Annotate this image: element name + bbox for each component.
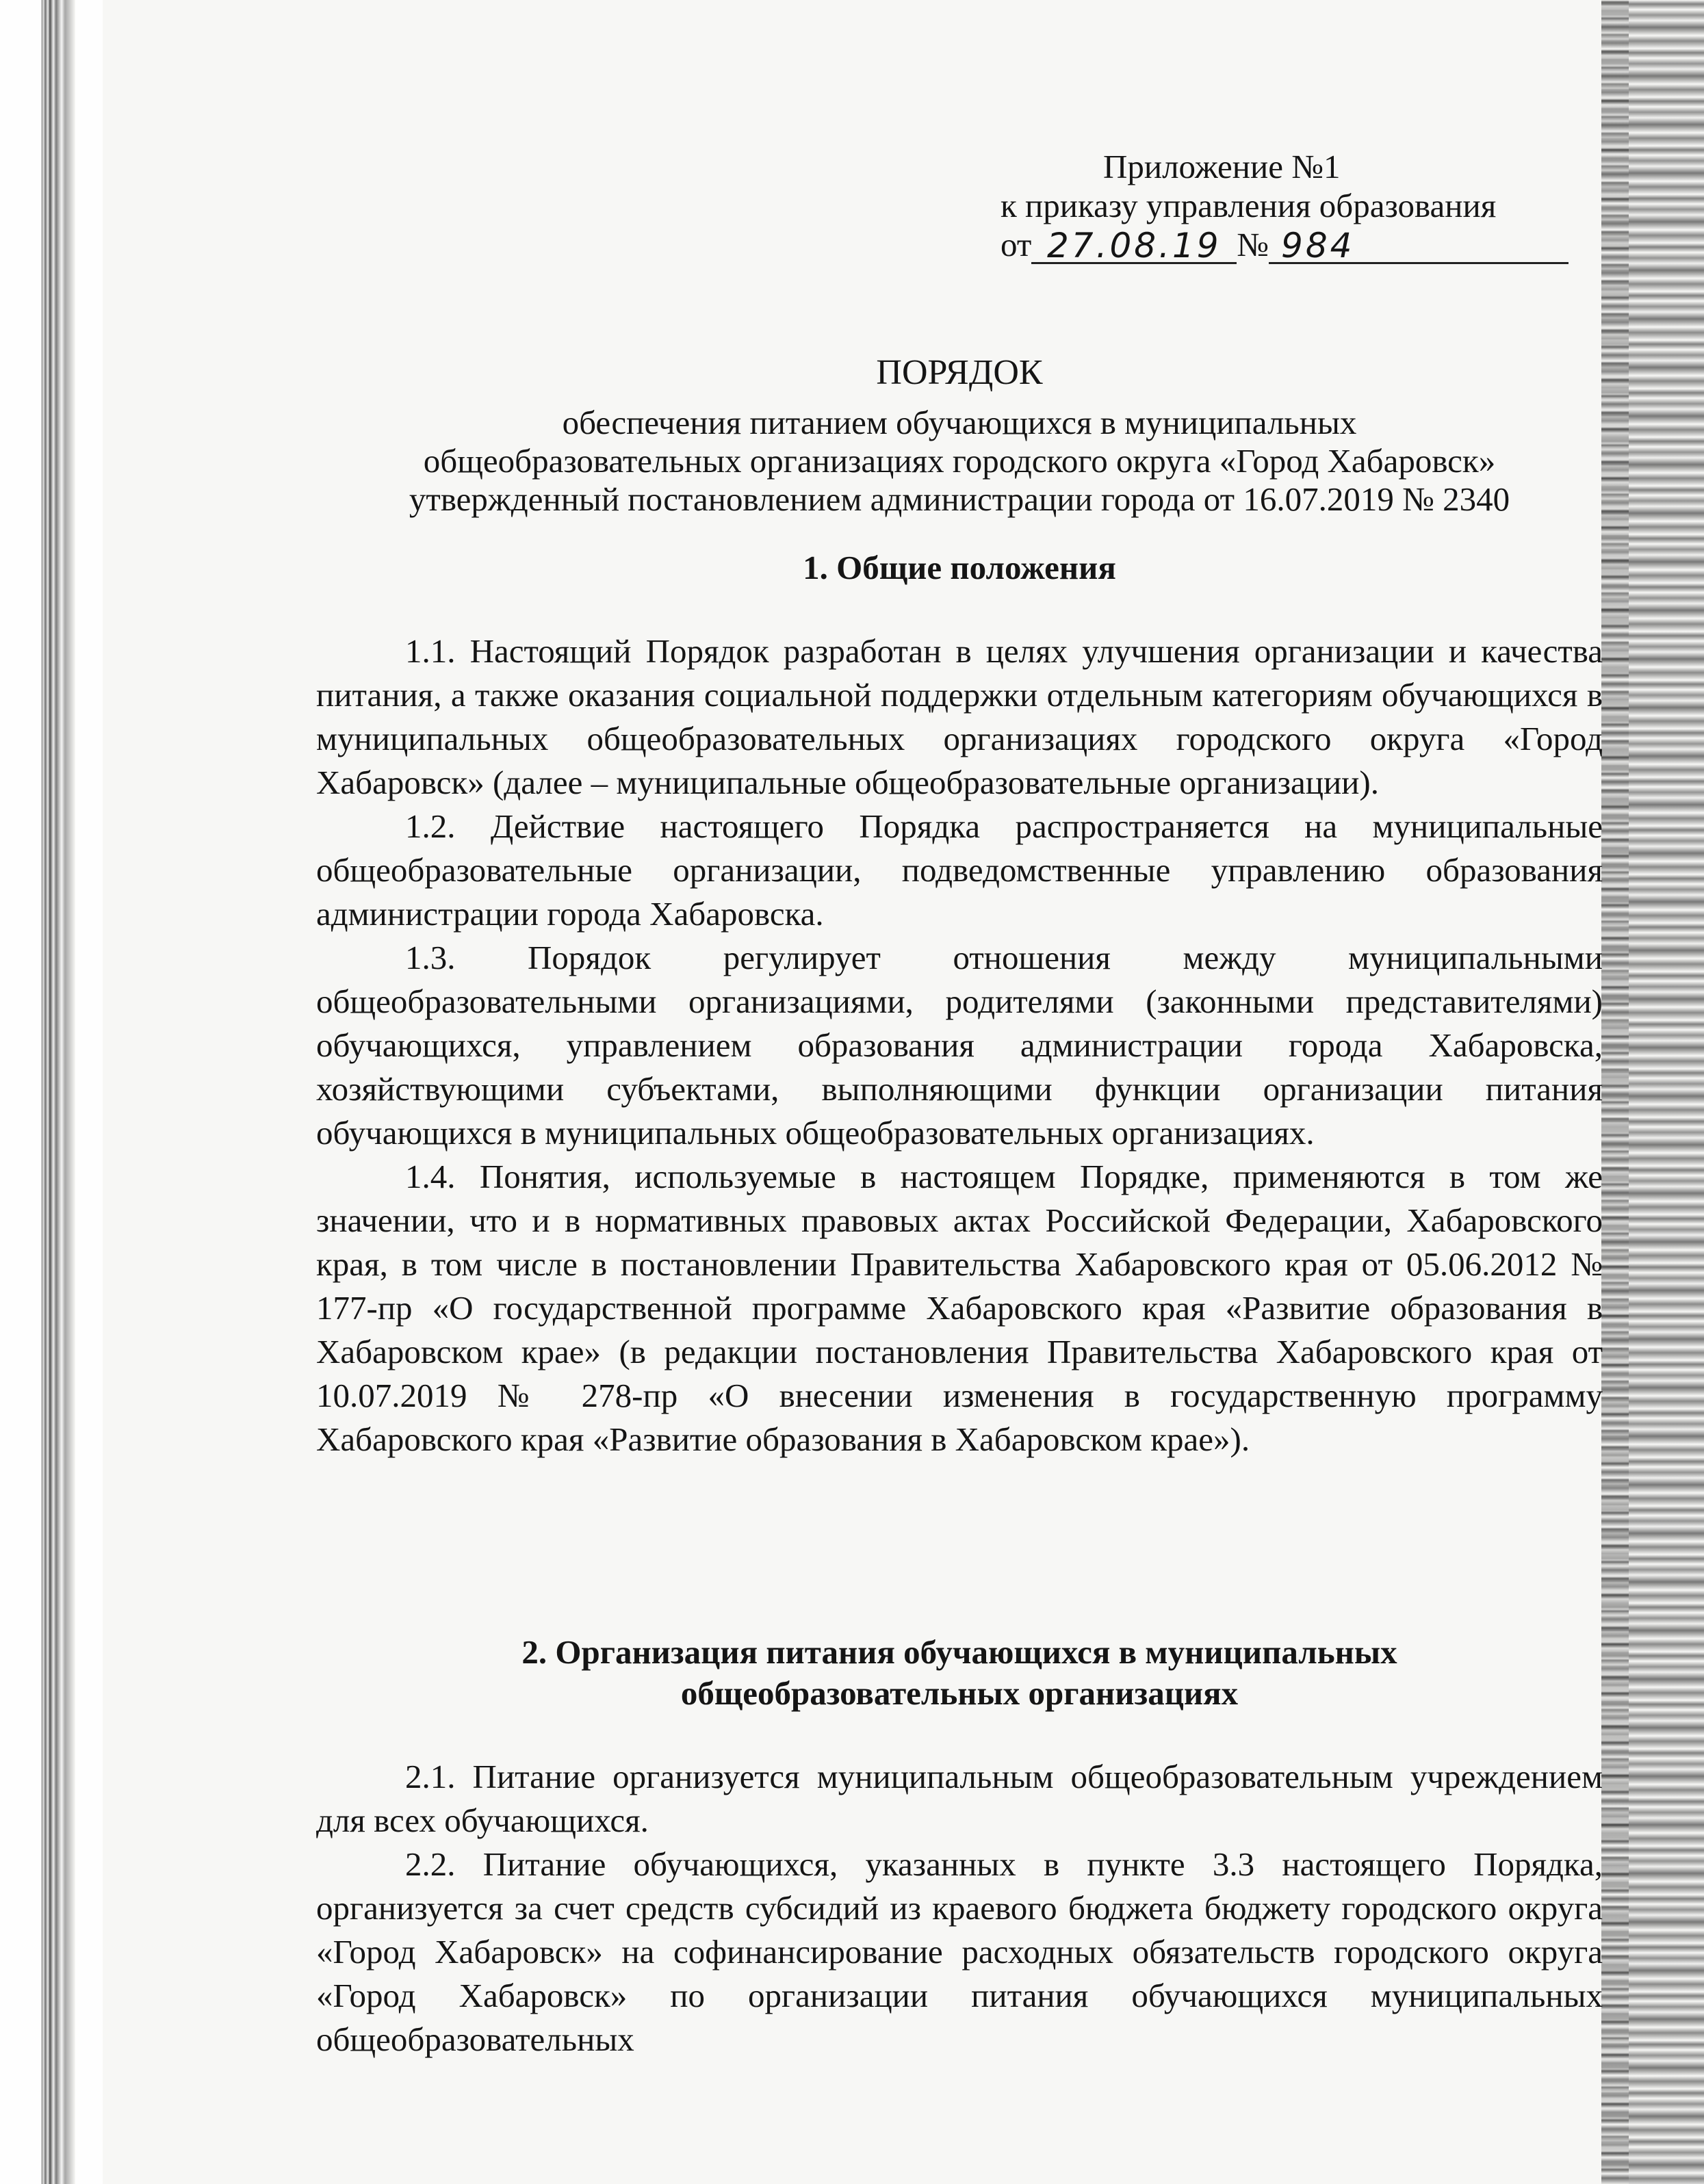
- order-reference: к приказу управления образования: [1001, 187, 1497, 224]
- document-title: ПОРЯДОК: [876, 353, 1043, 392]
- paragraph-1-1: 1.1. Настоящий Порядок разработан в целях улучшения организации и качества питания, а также оказания социальной поддержки отдельным категориям обучающихся в муниципальных общеобразовательных организациях городского округа «Город Хабаровск» (далее – муниципальные общеобразовательные организации).: [316, 632, 1603, 801]
- paragraph-1-4: 1.4. Понятия, используемые в настоящем Порядке, применяются в том же значении, что и в нормативных правовых актах Российской Федерации, Хабаровского края, в том числе в постановлении Правительства Хабаровского края от 05.06.2012 № 177-пр «О государственной программе Хабаровского края «Развитие образования в Хабаровском крае» (в редакции постановления Правительства Хабаровского края от 10.07.2019 № 278-пр «О внесении изменения в государственную программу Хабаровского края «Развитие образования в Хабаровском крае»).: [316, 1158, 1603, 1458]
- paragraph-2-2: 2.2. Питание обучающихся, указанных в пункте 3.3 настоящего Порядка, организуется за счет средств субсидий из краевого бюджета бюджету городского округа «Город Хабаровск» на софинансирование расходных обязательств городского округа «Город Хабаровск» по организации питания обучающихся муниципальных общеобразовательных: [316, 1845, 1603, 2058]
- section-1-heading: 1. Общие положения: [803, 549, 1116, 586]
- section-2-heading: [316, 1632, 1603, 1714]
- section-2-body: [316, 1755, 1603, 2062]
- handwritten-number: 984: [1269, 229, 1569, 264]
- appendix-header: [1001, 147, 1603, 264]
- scan-edge-right-inner: [1601, 0, 1629, 2184]
- from-label: от: [1001, 226, 1032, 263]
- appendix-label: Приложение №1: [1103, 148, 1341, 185]
- document-subtitle: [316, 404, 1603, 519]
- section-2-heading-line: общеобразовательных организациях: [680, 1674, 1239, 1712]
- number-label: №: [1237, 226, 1269, 263]
- subtitle-line: общеобразовательных организациях городского округа «Город Хабаровск»: [423, 442, 1496, 480]
- handwritten-date: 27.08.19: [1031, 229, 1237, 264]
- scan-edge-left: [0, 0, 103, 2184]
- paragraph-1-3: 1.3. Порядок регулирует отношения между муниципальными общеобразовательными организациями, родителями (законными представителями) обучающихся, управлением образования администрации города Хабаровска, хозяйствующими субъектами, выполняющими функции организации питания обучающихся в муниципальных общеобразовательных организациях.: [316, 939, 1603, 1152]
- section-2-heading-line: 2. Организация питания обучающихся в муниципальных: [521, 1633, 1397, 1671]
- subtitle-line: обеспечения питанием обучающихся в муниципальных: [562, 404, 1357, 441]
- order-date-line: [1001, 225, 1603, 264]
- paragraph-2-1: 2.1. Питание организуется муниципальным общеобразовательным учреждением для всех обучающихся.: [316, 1758, 1603, 1839]
- subtitle-line: утвержденный постановлением администрации города от 16.07.2019 № 2340: [409, 480, 1510, 518]
- paragraph-1-2: 1.2. Действие настоящего Порядка распространяется на муниципальные общеобразовательные организации, подведомственные управлению образования администрации города Хабаровска.: [316, 807, 1603, 933]
- section-1-body: [316, 629, 1603, 1461]
